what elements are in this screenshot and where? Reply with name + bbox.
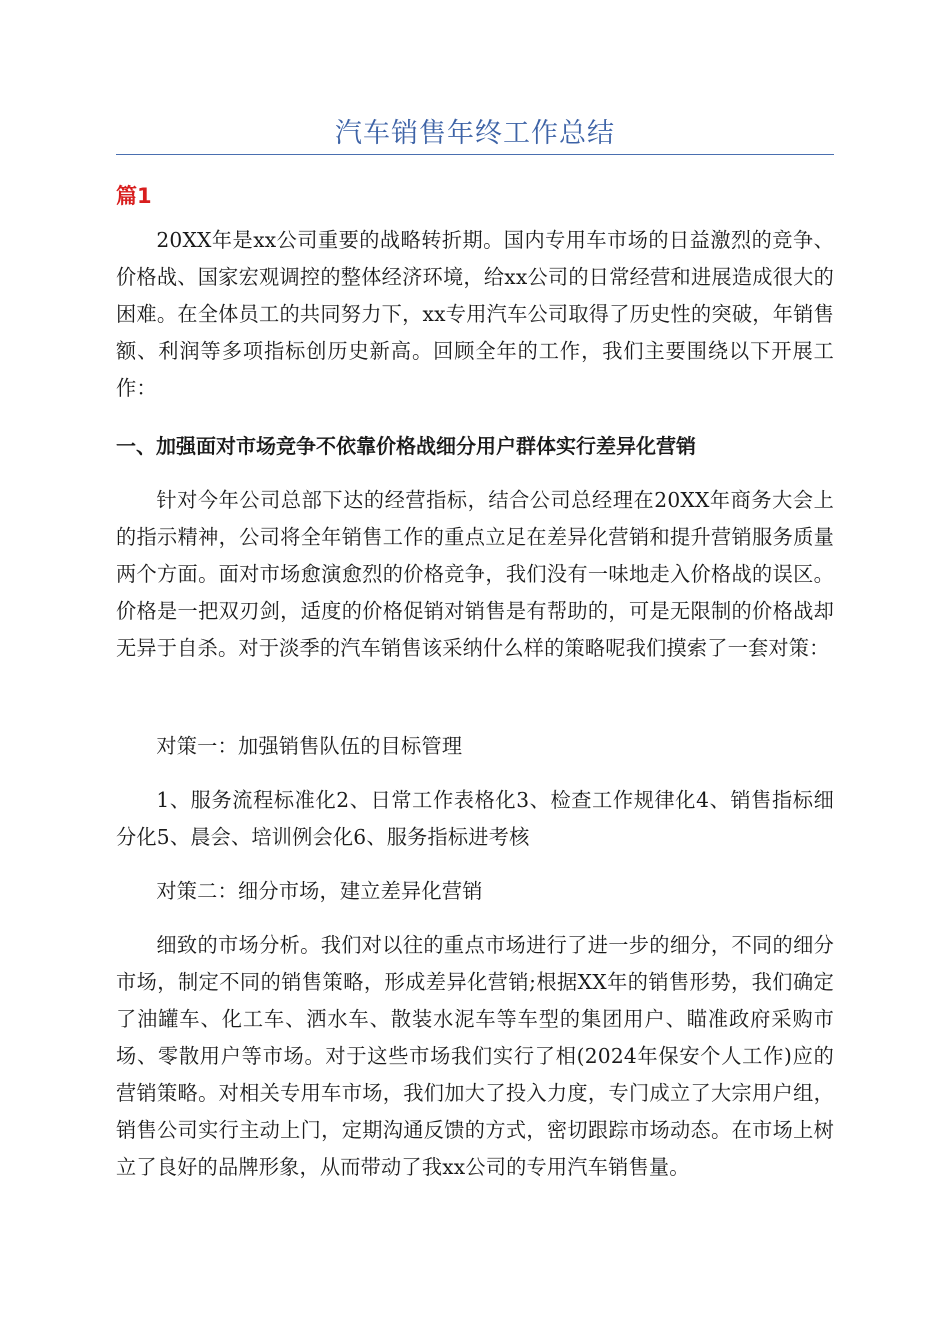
document-title: 汽车销售年终工作总结 (335, 118, 615, 149)
body-paragraph: 针对今年公司总部下达的经营指标，结合公司总经理在20XX年商务大会上的指示精神，公司将全年销售工作的重点立足在差异化营销和提升营销服务质量两个方面。面对市场愈演愈烈的价格竞争，我们没有一味地走入价格战的误区。价格是一把双刃剑，适度的价格促销对销售是有帮助的，可是无限制的价格战却无异于自杀。对于淡季的汽车销售该采纳什么样的策略呢我们摸索了一套对策： (116, 488, 834, 660)
section-label: 篇1 (116, 184, 152, 208)
body-paragraph: 细致的市场分析。我们对以往的重点市场进行了进一步的细分，不同的细分市场，制定不同的销售策略，形成差异化营销;根据XX年的销售形势，我们确定了油罐车、化工车、洒水车、散装水泥车等车型的集团用户、瞄准政府采购市场、零散用户等市场。对于这些市场我们实行了相(2024年保安个人工作)应的营销策略。对相关专用车市场，我们加大了投入力度，专门成立了大宗用户组，销售公司实行主动上门，定期沟通反馈的方式，密切跟踪市场动态。在市场上树立了良好的品牌形象，从而带动了我xx公司的专用汽车销售量。 (116, 933, 834, 1179)
intro-paragraph: 20XX年是xx公司重要的战略转折期。国内专用车市场的日益激烈的竞争、价格战、国家宏观调控的整体经济环境，给xx公司的日常经营和进展造成很大的困难。在全体员工的共同努力下，xx专用汽车公司取得了历史性的突破，年销售额、利润等多项指标创历史新高。回顾全年的工作，我们主要围绕以下开展工作： (116, 228, 834, 400)
strategy-two-heading: 对策二：细分市场，建立差异化营销 (156, 879, 483, 903)
strategy-one-items: 1、服务流程标准化2、日常工作表格化3、检查工作规律化4、销售指标细分化5、晨会、培训例会化6、服务指标进考核 (116, 788, 834, 849)
strategy-one-heading: 对策一：加强销售队伍的目标管理 (156, 734, 463, 758)
section-heading: 一、加强面对市场竞争不依靠价格战细分用户群体实行差异化营销 (116, 434, 696, 458)
title-underline (116, 154, 834, 155)
